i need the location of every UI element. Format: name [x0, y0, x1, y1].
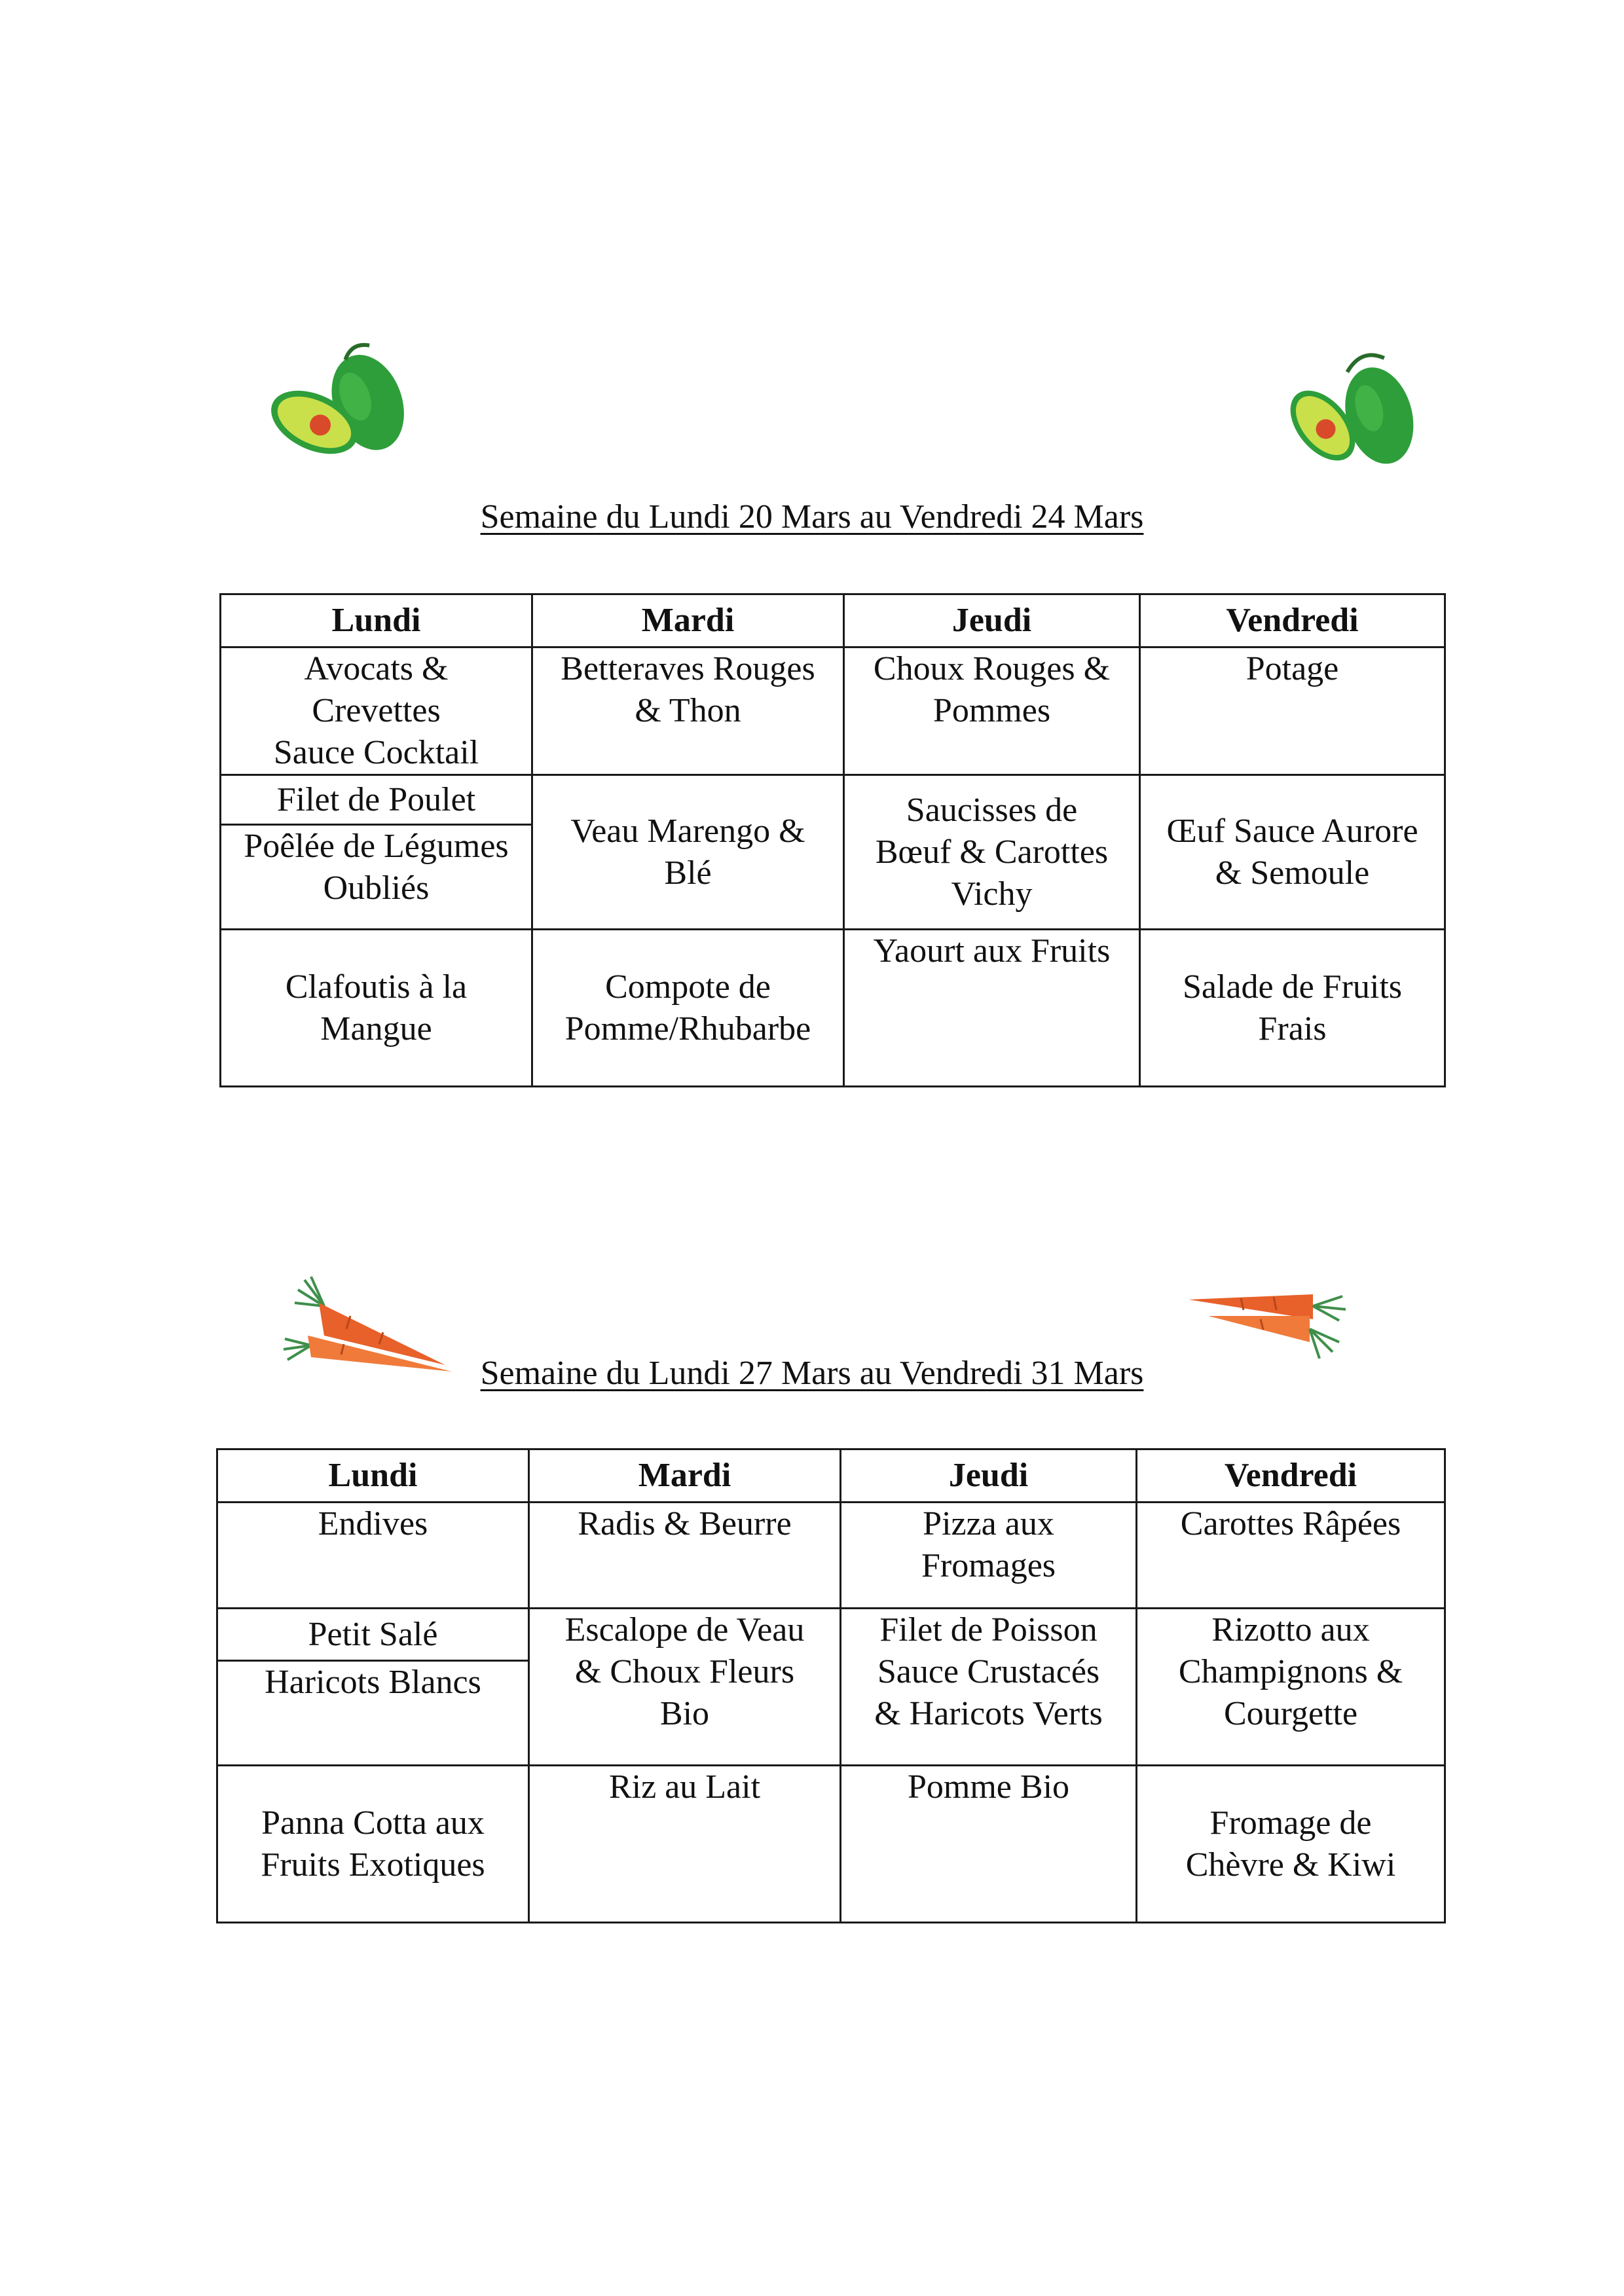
dessert-mardi: Riz au Lait: [529, 1766, 841, 1923]
dessert-mardi: Compote de Pomme/Rhubarbe: [532, 930, 844, 1087]
starter-lundi: Avocats & Crevettes Sauce Cocktail: [221, 647, 532, 775]
avocado-icon: [262, 340, 413, 465]
starter-mardi: Betteraves Rouges & Thon: [532, 647, 844, 775]
dessert-vendredi: Fromage de Chèvre & Kiwi: [1137, 1766, 1445, 1923]
day-header-lundi: Lundi: [217, 1449, 529, 1503]
week-2-menu-table: [216, 1448, 1446, 1923]
starter-jeudi: Choux Rouges & Pommes: [844, 647, 1140, 775]
dessert-lundi: Clafoutis à la Mangue: [221, 930, 532, 1087]
dessert-jeudi: Yaourt aux Fruits: [844, 930, 1140, 1087]
week-1-menu-table: [219, 593, 1446, 1087]
week-2-title: Semaine du Lundi 27 Mars au Vendredi 31 Mars: [480, 1355, 1144, 1392]
day-header-mardi: Mardi: [529, 1449, 841, 1503]
main-lundi-side: Haricots Blancs: [217, 1661, 529, 1766]
day-header-lundi: Lundi: [221, 594, 532, 647]
starter-mardi: Radis & Beurre: [529, 1503, 841, 1609]
main-vendredi: Rizotto aux Champignons & Courgette: [1137, 1609, 1445, 1766]
main-lundi-side: Poêlée de Légumes Oubliés: [221, 825, 532, 930]
day-header-mardi: Mardi: [532, 594, 844, 647]
starter-lundi: Endives: [217, 1503, 529, 1609]
dessert-jeudi: Pomme Bio: [841, 1766, 1137, 1923]
day-header-vendredi: Vendredi: [1140, 594, 1445, 647]
main-lundi-meat: Petit Salé: [217, 1609, 529, 1661]
dessert-lundi: Panna Cotta aux Fruits Exotiques: [217, 1766, 529, 1923]
main-mardi: Veau Marengo & Blé: [532, 775, 844, 930]
day-header-jeudi: Jeudi: [844, 594, 1140, 647]
week-1-title: Semaine du Lundi 20 Mars au Vendredi 24 Mars: [480, 498, 1144, 536]
main-jeudi: Saucisses de Bœuf & Carottes Vichy: [844, 775, 1140, 930]
starter-jeudi: Pizza aux Fromages: [841, 1503, 1137, 1609]
dessert-vendredi: Salade de Fruits Frais: [1140, 930, 1445, 1087]
main-vendredi: Œuf Sauce Aurore & Semoule: [1140, 775, 1445, 930]
main-mardi: Escalope de Veau & Choux Fleurs Bio: [529, 1609, 841, 1766]
main-lundi-meat: Filet de Poulet: [221, 775, 532, 825]
avocado-icon: [1280, 347, 1431, 471]
main-jeudi: Filet de Poisson Sauce Crustacés & Haricots Verts: [841, 1609, 1137, 1766]
starter-vendredi: Carottes Râpées: [1137, 1503, 1445, 1609]
day-header-jeudi: Jeudi: [841, 1449, 1137, 1503]
starter-vendredi: Potage: [1140, 647, 1445, 775]
day-header-vendredi: Vendredi: [1137, 1449, 1445, 1503]
